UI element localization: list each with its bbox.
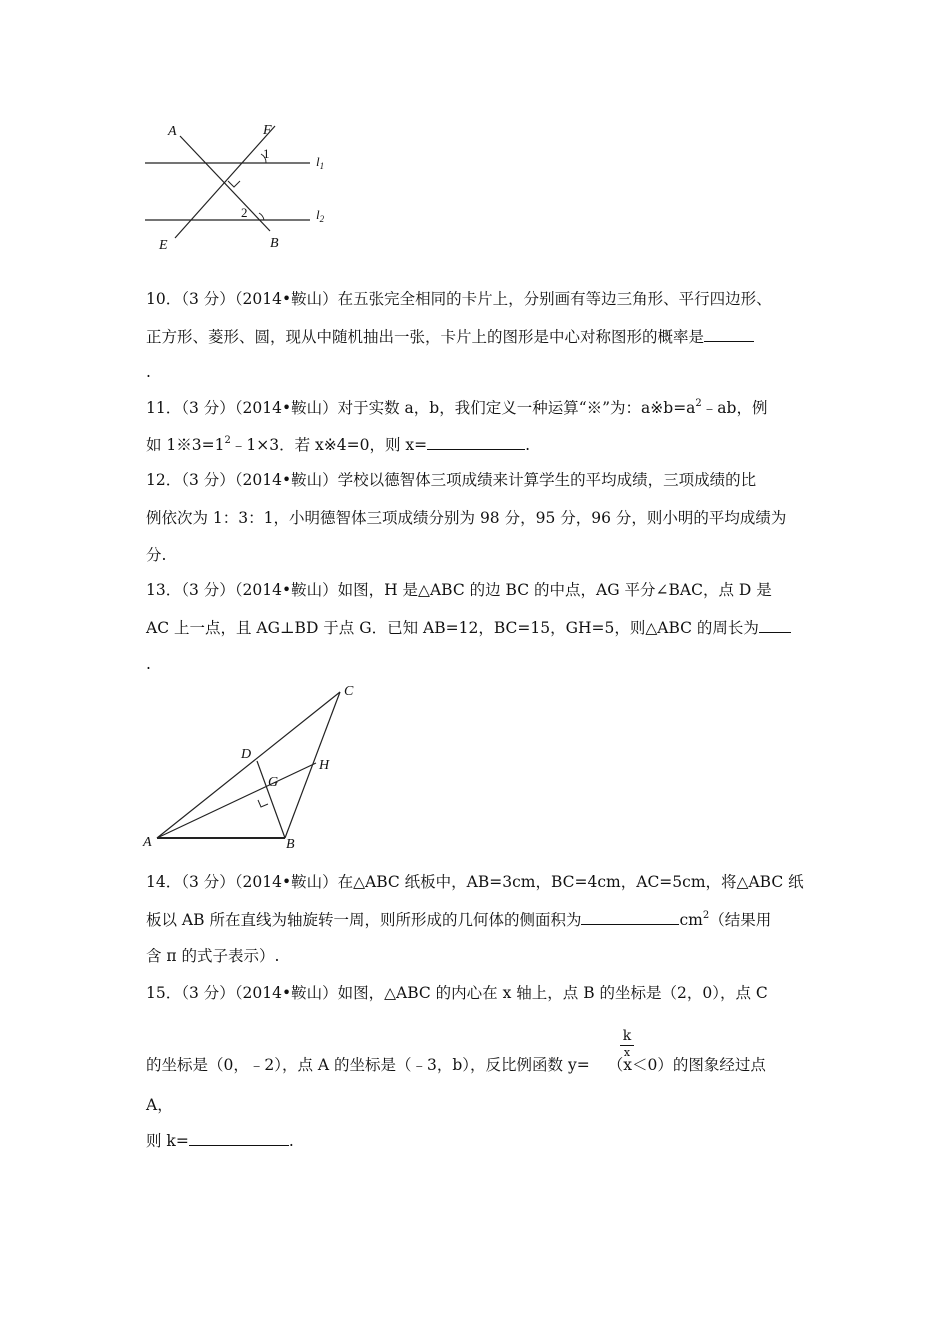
q10-line-1: 10．（3 分）（2014•鞍山）在五张完全相同的卡片上，分别画有等边三角形、平行四边形、	[146, 290, 772, 308]
label-b: B	[270, 236, 279, 251]
figure-parallel-lines	[140, 118, 340, 253]
label-angle-1: 1	[263, 146, 270, 161]
q14-line-2-sup: 2	[702, 910, 710, 921]
segment-bd	[257, 761, 285, 838]
q15-line-4	[146, 1130, 294, 1151]
q13-line-2-text: AC 上一点，且 AG⊥BD 于点 G．已知 AB=12，BC=15，GH=5，则△ABC 的周长为	[146, 619, 759, 637]
q11-line-1	[146, 398, 767, 418]
q15-line-1: 15．（3 分）（2014•鞍山）如图，△ABC 的内心在 x 轴上，点 B 的坐标是（2，0），点 C	[146, 984, 768, 1002]
q11-line-2-b: ﹣1×3．若 x※4=0，则 x=	[230, 436, 428, 454]
label-a: A	[168, 124, 177, 139]
label-a: A	[143, 835, 152, 850]
q14-line-2-c: （结果用	[709, 911, 772, 929]
q14-line-2-a: 板以 AB 所在直线为轴旋转一周，则所形成的几何体的侧面积为	[146, 911, 582, 929]
q15-line-4-b: .	[288, 1132, 294, 1150]
q11-line-2-a: 如 1※3=1	[146, 436, 225, 454]
q15-line-4-a: 则 k=	[146, 1132, 189, 1150]
figure-triangle-abc	[140, 680, 365, 852]
q10-line-2-text: 正方形、菱形、圆，现从中随机抽出一张，卡片上的图形是中心对称图形的概率是	[146, 328, 705, 346]
q12-line-1: 12．（3 分）（2014•鞍山）学校以德智体三项成绩来计算学生的平均成绩，三项成绩的比	[146, 471, 757, 489]
right-angle-mark-g	[258, 800, 268, 807]
label-g: G	[268, 775, 279, 790]
label-angle-2: 2	[241, 205, 248, 220]
q11-line-1-b: ﹣ab，例	[701, 399, 768, 417]
q11-line-1-sup: 2	[695, 398, 702, 409]
q13-line-1: 13．（3 分）（2014•鞍山）如图，H 是△ABC 的边 BC 的中点，AG 平分∠BAC，点 D 是	[146, 581, 772, 599]
q11-line-2-sup: 2	[224, 435, 231, 446]
q11-line-1-a: 11．（3 分）（2014•鞍山）对于实数 a，b，我们定义一种运算“※”为：a※b=a	[146, 399, 696, 417]
label-f: F	[263, 123, 272, 138]
label-b: B	[286, 837, 295, 852]
q15-fraction-denominator: x	[623, 1046, 631, 1059]
q14-line-1: 14．（3 分）（2014•鞍山）在△ABC 纸板中，AB=3cm，BC=4cm，AC=5cm，将△ABC 纸	[146, 873, 804, 891]
q11-answer-blank[interactable]	[427, 434, 525, 450]
q13-line-3: .	[146, 655, 151, 673]
label-e: E	[159, 238, 168, 253]
q12-line-3: 分.	[146, 546, 167, 564]
q13-answer-blank[interactable]	[759, 617, 791, 633]
q15-line-2-b: （x＜0）的图象经过点	[607, 1056, 766, 1074]
angle-2-arc	[259, 213, 264, 220]
label-d: D	[241, 747, 252, 762]
label-c: C	[344, 684, 354, 699]
q14-line-2-b: cm	[679, 911, 703, 929]
label-h: H	[319, 758, 330, 773]
q11-line-2-c: .	[525, 436, 531, 454]
q12-line-2: 例依次为 1：3：1，小明德智体三项成绩分别为 98 分，95 分，96 分，则小明的平均成绩为	[146, 509, 787, 527]
right-angle-mark	[228, 181, 240, 187]
q15-fraction-numerator: k	[620, 1028, 634, 1046]
q14-answer-blank[interactable]	[581, 909, 679, 925]
q10-line-3: .	[146, 363, 151, 381]
label-l2: $l_2$	[316, 207, 325, 224]
q13-line-2	[146, 617, 791, 638]
q10-line-2	[146, 326, 754, 347]
label-l1: $l_1$	[316, 154, 325, 171]
q14-line-3: 含 π 的式子表示）.	[146, 947, 280, 965]
q15-line-2	[146, 1055, 766, 1075]
q15-answer-blank[interactable]	[189, 1130, 289, 1146]
q14-line-2	[146, 909, 771, 930]
q15-line-3: A，	[146, 1096, 173, 1114]
q15-line-2-a: 的坐标是（0，﹣2），点 A 的坐标是（﹣3，b），反比例函数 y=	[146, 1056, 590, 1074]
q11-line-2	[146, 434, 530, 455]
q10-answer-blank[interactable]	[704, 326, 754, 342]
